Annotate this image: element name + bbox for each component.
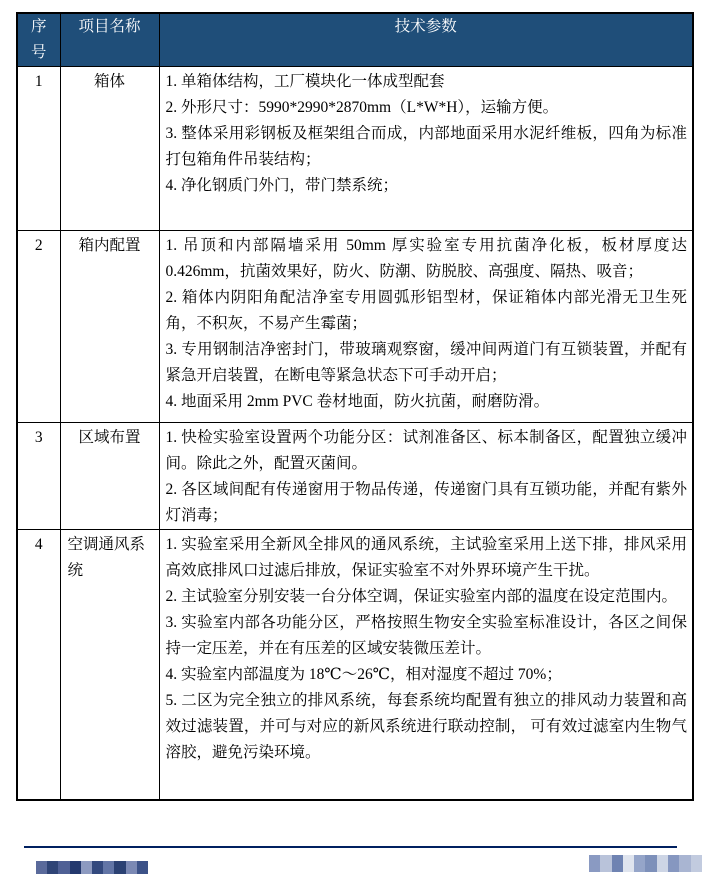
param-line: 1. 吊顶和内部隔墙采用 50mm 厚实验室专用抗菌净化板，板材厚度达 0.426mm，抗菌效果好，防火、防潮、防脱胶、高强度、隔热、吸音； — [165, 237, 687, 280]
header-col-seq-label: 序号 — [30, 18, 47, 61]
table-row-3 — [17, 423, 693, 530]
row-4-tech-params — [159, 530, 693, 800]
row-1-seq: 1 — [17, 67, 60, 231]
row-4-item-name: 空调通风系统 — [60, 530, 159, 800]
row-3-tech-params — [159, 423, 693, 530]
row-3-seq: 3 — [17, 423, 60, 530]
redacted-footer-right — [589, 855, 702, 872]
table-row-1 — [17, 67, 693, 231]
param-line: 3. 整体采用彩钢板及框架组合而成，内部地面采用水泥纤维板，四角为标准打包箱角件吊装结构； — [165, 125, 687, 168]
table-row-2 — [17, 231, 693, 423]
header-col-item-name: 项目名称 — [60, 13, 159, 67]
table-header-row — [17, 13, 693, 67]
param-line: 1. 快检实验室设置两个功能分区：试剂准备区、标本制备区，配置独立缓冲间。除此之外，配置灭菌间。 — [165, 429, 687, 472]
param-line: 3. 专用钢制洁净密封门，带玻璃观察窗，缓冲间两道门有互锁装置，并配有紧急开启装置，在断电等紧急状态下可手动开启； — [165, 341, 687, 384]
param-line: 3. 实验室内部各功能分区，严格按照生物安全实验室标准设计，各区之间保持一定压差，并在有压差的区域安装微压差计。 — [165, 614, 687, 657]
param-line: 4. 地面采用 2mm PVC 卷材地面，防火抗菌，耐磨防滑。 — [165, 393, 550, 410]
row-2-tech-params — [159, 231, 693, 423]
row-4-seq: 4 — [17, 530, 60, 800]
param-line: 4. 实验室内部温度为 18℃～26℃，相对湿度不超过 70%； — [165, 666, 562, 683]
redacted-footer-left — [36, 861, 148, 874]
param-line: 1. 实验室采用全新风全排风的通风系统，主试验室采用上送下排，排风采用高效底排风口过滤后排放，保证实验室不对外界环境产生干扰。 — [165, 536, 687, 579]
row-2-item-name: 箱内配置 — [60, 231, 159, 423]
param-line: 4. 净化钢质门外门，带门禁系统； — [165, 177, 399, 194]
footer-divider — [24, 846, 677, 848]
param-line: 2. 外形尺寸：5990*2990*2870mm（L*W*H），运输方便。 — [165, 99, 559, 116]
header-col-seq — [17, 13, 60, 67]
row-1-item-name: 箱体 — [60, 67, 159, 231]
param-line: 2. 箱体内阴阳角配洁净室专用圆弧形铝型材，保证箱体内部光滑无卫生死角，不积灰，不易产生霉菌； — [165, 289, 687, 332]
param-line: 1. 单箱体结构，工厂模块化一体成型配套 — [165, 73, 445, 90]
header-col-tech-params: 技术参数 — [159, 13, 693, 67]
spec-table — [16, 12, 694, 801]
param-line: 2. 各区域间配有传递窗用于物品传递，传递窗门具有互锁功能，并配有紫外灯消毒； — [165, 481, 687, 524]
row-1-tech-params — [159, 67, 693, 231]
row-3-item-name: 区域布置 — [60, 423, 159, 530]
table-row-4 — [17, 530, 693, 800]
param-line: 5. 二区为完全独立的排风系统，每套系统均配置有独立的排风动力装置和高效过滤装置，并可与对应的新风系统进行联动控制， 可有效过滤室内生物气溶胶，避免污染环境。 — [165, 692, 687, 761]
param-line: 2. 主试验室分别安装一台分体空调，保证实验室内部的温度在设定范围内。 — [165, 588, 678, 605]
row-2-seq: 2 — [17, 231, 60, 423]
